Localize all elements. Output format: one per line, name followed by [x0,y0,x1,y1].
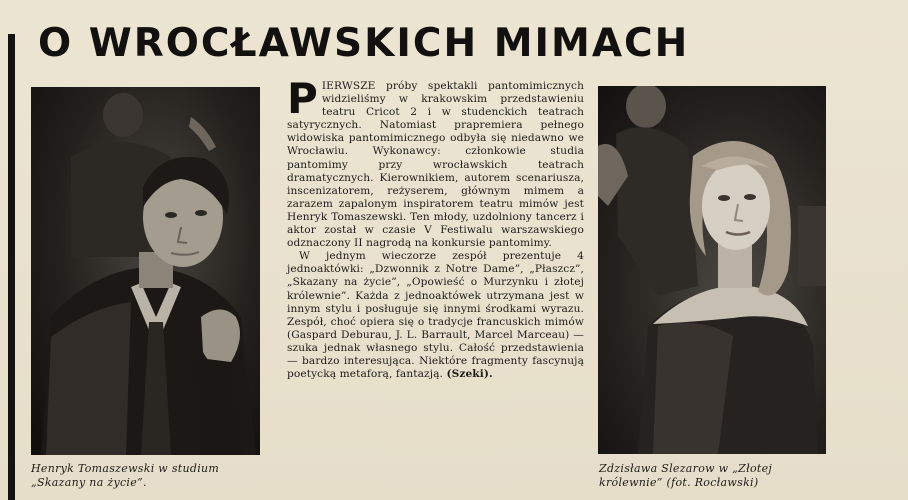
headline: O WROCŁAWSKICH MIMACH [38,21,690,66]
column-rule [8,34,15,500]
photo-caption-left: Henryk Tomaszewski w studium „Skazany na życie”. [31,462,220,489]
article-paragraph-1-text: IERWSZE próby spektakli pantomimicznych widzieliśmy w krakowskim przedstawieniu teatru Cricot 2 i w studenckich teatrach satyrycznych. Natomiast prapremiera pełnego widowiska pantomimicznego odbyła się niedawno we Wrocławiu. Wykonawcy: członkowie studia pantomimy przy wrocławskich teatrach dramatycznych. Kierownikiem, autorem scenariusza, inscenizatorem, reżyserem, głównym mimem a zarazem zapalonym inspiratorem teatru mimów jest Henryk Tomaszewski. Ten młody, uzdolniony tancerz i aktor został w czasie V Festiwalu warszawskiego odznaczony II nagrodą na konkursie pantomimy. [287,80,584,250]
drop-cap: P [287,74,318,123]
photo-henryk-tomaszewski [31,87,260,455]
article-paragraph-2 [287,250,584,381]
article-paragraph-2-text: W jednym wieczorze zespół prezentuje 4 jednoaktówki: „Dzwonnik z Notre Dame”, „Płaszcz”, „Skazany na życie”, „Opowieść o Murzynku i złotej królewnie”. Każda z jednoaktówek utrzymana jest w innym stylu i posługuje się innymi środkami wyrazu. Zespół, choć opiera się o tradycje francuskich mimów (Gaspard Deburau, J. L. Barrault, Marcel Marceau) — szuka jednak własnego stylu. Całość przedstawienia — bardzo interesująca. Niektóre fragmenty fascynują poetycką metaforą, fantazją. [287,250,584,381]
author-signature: (Szeki). [446,368,493,381]
photo-zdzislawa-slezarow [598,86,826,454]
photo-caption-right: Zdzisława Slezarow w „Złotej królewnie” (fot. Rocławski) [599,462,773,489]
article-body [287,74,584,381]
article-paragraph-1 [287,74,584,250]
